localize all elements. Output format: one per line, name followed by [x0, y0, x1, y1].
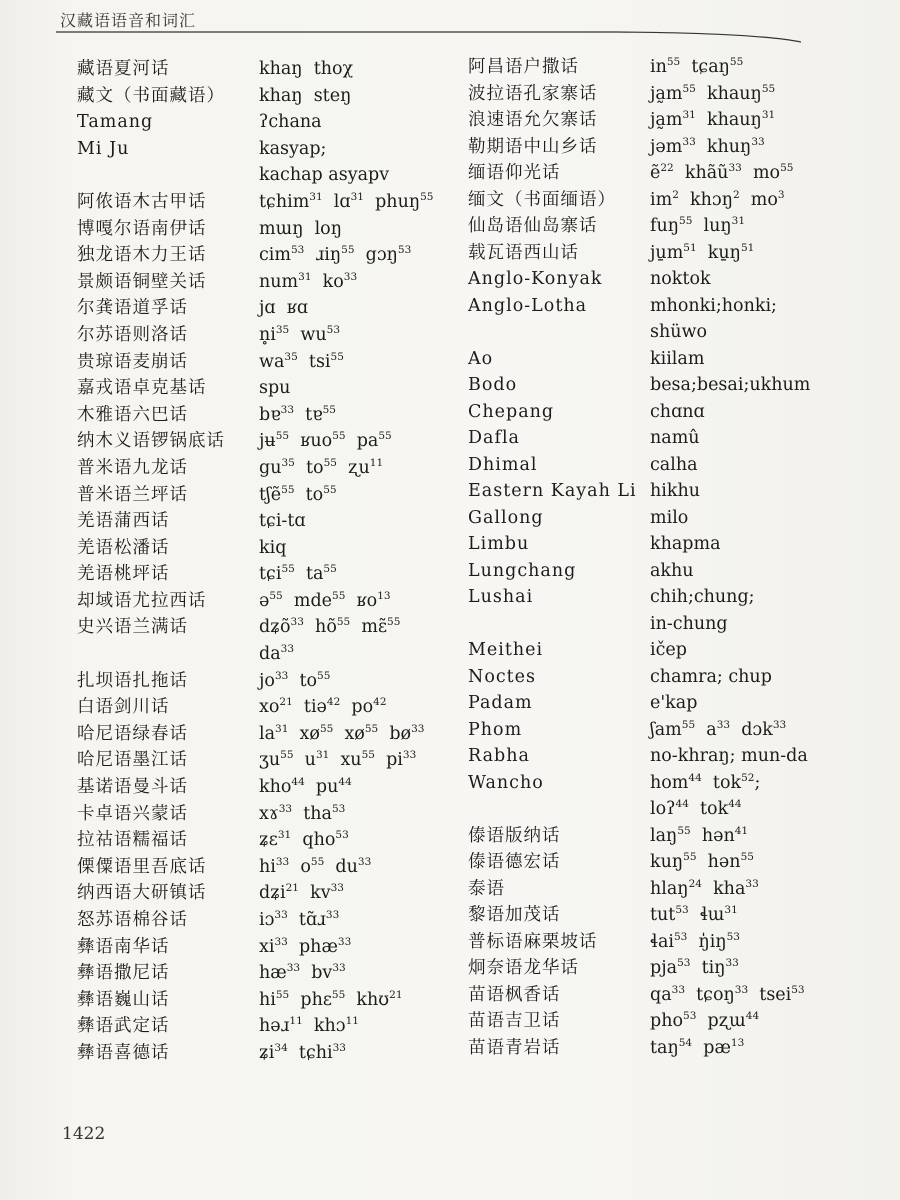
language-name: Chepang: [468, 401, 555, 422]
word-form: kiq: [259, 537, 287, 558]
language-name: 贵琼语麦崩话: [77, 351, 188, 372]
language-name: 哈尼语绿春话: [77, 723, 188, 744]
language-name: 木雅语六巴话: [77, 404, 188, 425]
word-form: $hi^{55}$ phɛ$^{55}$ khʊ$^{21}$: [259, 988, 403, 1010]
language-name: Mi Ju: [77, 138, 130, 159]
language-name: 彝语巍山话: [77, 989, 170, 1010]
word-form: jʉ$^{55}$ ʁuo$^{55}$ $pa^{55}$: [259, 430, 392, 452]
language-name: Noctes: [468, 666, 537, 687]
word-form: $da^{33}$: [259, 643, 295, 665]
word-form: həɹ$^{11}$ khɔ$^{11}$: [259, 1015, 359, 1037]
word-form: tɕi$^{55}$ $ta^{55}$: [259, 563, 337, 585]
word-form: ʃam$^{55}$ $a^{33}$ dɔk$^{33}$: [650, 718, 787, 740]
language-name: 苗语吉卫话: [468, 1011, 561, 1031]
left-form-column: [259, 56, 434, 1067]
language-name: Eastern Kayah Li: [468, 481, 637, 501]
word-form: taŋ$^{54}$ $pæ^{13}$: [650, 1036, 745, 1058]
language-name: Wancho: [468, 772, 544, 793]
word-form: $im^2$ khɔŋ$^2$ $mo^3$: [650, 188, 785, 210]
language-name: 普米语兰坪话: [77, 484, 188, 505]
word-form: khapma: [650, 534, 721, 554]
language-name: 炯奈语龙华话: [468, 958, 579, 978]
language-name: 彝语喜德话: [77, 1042, 170, 1063]
page-number: 1422: [62, 1124, 106, 1144]
language-name: 纳木义语锣锅底话: [77, 431, 225, 452]
word-form: mhonki;honki;: [650, 295, 777, 316]
word-form: $xo^{21}$ tiə$^{42}$ $po^{42}$: [259, 696, 387, 718]
language-name: 尔龚语道孚话: [77, 298, 188, 319]
language-name: 基诺语曼斗话: [77, 777, 188, 798]
word-form: e'kap: [650, 693, 698, 713]
word-form: chɑnɑ: [650, 401, 705, 422]
language-name: 却域语尤拉西话: [77, 590, 207, 611]
language-name: 载瓦语西山话: [468, 242, 579, 263]
word-form: jəm$^{33}$ khuŋ$^{33}$: [650, 135, 765, 157]
language-name: 傈僳语里吾底话: [77, 856, 207, 877]
word-form: kho$^{44}$ $pu^{44}$: [259, 776, 352, 798]
word-form: num$^{31}$ $ko^{33}$: [259, 270, 358, 292]
word-form: $ja̰m^{31}$ khauŋ$^{31}$: [650, 109, 776, 130]
language-name: 藏文（书面藏语）: [77, 85, 225, 106]
word-form: laŋ$^{55}$ hən$^{41}$: [650, 824, 749, 846]
language-name: 哈尼语墨江话: [77, 750, 188, 771]
right-form-column: [650, 54, 810, 1061]
word-form: kiilam: [650, 348, 705, 369]
language-name: 普标语麻栗坡话: [468, 931, 598, 952]
word-form: xɤ$^{33}$ tha$^{53}$: [259, 802, 346, 824]
word-form: ʑɛ$^{31}$ qho$^{53}$: [259, 829, 349, 851]
language-name: 浪速语允欠寨话: [468, 110, 598, 130]
word-form: ẽ$^{22}$ khãũ$^{33}$ $mo^{55}$: [650, 162, 794, 183]
word-form: khaŋ thoχ: [259, 59, 354, 79]
word-form: besa;besai;ukhum: [650, 375, 811, 395]
language-name: 嘉戎语卓克基话: [77, 378, 207, 399]
language-name: [468, 319, 637, 346]
word-form: dʑi$^{21}$ $kv^{33}$: [259, 882, 344, 904]
word-form: milo: [650, 507, 689, 528]
language-name: Phom: [468, 719, 523, 740]
language-name: 普米语九龙话: [77, 457, 188, 478]
word-form: loʔ$^{44}$ tok$^{44}$: [650, 798, 742, 819]
word-form: spu: [259, 378, 291, 399]
language-name: 仙岛语仙岛寨话: [468, 216, 598, 236]
language-name: 泰语: [468, 878, 505, 899]
language-name: 白语剑川话: [77, 697, 170, 718]
word-form: namû: [650, 428, 700, 448]
word-form: $ju̱m^{51}$ $ku̱ŋ^{51}$: [650, 241, 755, 263]
language-name: 傣语德宏话: [468, 852, 561, 872]
language-name: Rabha: [468, 746, 530, 766]
language-name: 拉祜语糯福话: [77, 830, 188, 851]
word-form: $hæ^{33}$ $bv^{33}$: [259, 962, 346, 984]
header-rule: [56, 30, 801, 44]
word-form: ə$^{55}$ mde$^{55}$ ʁo$^{13}$: [259, 589, 391, 611]
language-name: 尔苏语则洛话: [77, 324, 188, 345]
word-form: ʔchana: [259, 112, 322, 133]
word-form: hom$^{44}$ tok$^{52}$;: [650, 771, 761, 793]
language-name: [77, 641, 225, 668]
word-form: $in^{55}$ tɕaŋ$^{55}$: [650, 56, 744, 77]
word-form: $la^{31}$ $xø^{55}$ $xø^{55}$ $bø^{33}$: [259, 722, 425, 744]
word-form: $hi^{33}$ $o^{55}$ $du^{33}$: [259, 855, 372, 877]
language-name: Padam: [468, 693, 533, 713]
word-form: cim$^{53}$ ɹiŋ$^{55}$ gɔŋ$^{53}$: [259, 244, 412, 266]
right-language-column: [468, 54, 637, 1061]
word-form: kasyap;: [259, 138, 327, 159]
language-name: Bodo: [468, 375, 518, 395]
language-name: 苗语青岩话: [468, 1037, 561, 1058]
word-form: in-chung: [650, 613, 728, 634]
running-head: 汉藏语语音和词汇: [60, 11, 197, 30]
word-form: khaŋ steŋ: [259, 85, 352, 106]
language-name: Tamang: [77, 112, 154, 133]
language-name: 缅语仰光话: [468, 163, 561, 183]
language-name: Limbu: [468, 534, 530, 554]
language-name: 黎语加茂话: [468, 905, 561, 925]
word-form: pja$^{53}$ tiŋ$^{33}$: [650, 957, 739, 978]
word-form: chih;chung;: [650, 587, 755, 607]
word-form: tʃẽ$^{55}$ $to^{55}$: [259, 483, 337, 505]
word-form: no-khraŋ; mun-da: [650, 746, 808, 766]
language-name: 波拉语孔家寨话: [468, 83, 598, 104]
language-name: 纳西语大研镇话: [77, 883, 207, 904]
language-name: 景颇语铜壁关话: [77, 271, 207, 292]
language-name: 彝语南华话: [77, 936, 170, 957]
word-form: $ja̰m^{55}$ khauŋ$^{55}$: [650, 82, 776, 104]
language-name: Dafla: [468, 428, 520, 448]
word-form: dʑõ$^{33}$ $hõ^{55}$ mɛ̃$^{55}$: [259, 616, 401, 638]
word-form: $gu^{35}$ $to^{55}$ ʐu$^{11}$: [259, 456, 384, 478]
word-form: ičep: [650, 640, 687, 660]
word-form: bɐ$^{33}$ tɐ$^{55}$: [259, 403, 336, 425]
language-name: 怒苏语棉谷话: [77, 910, 188, 930]
word-form: kuŋ$^{55}$ hən$^{55}$: [650, 851, 754, 872]
language-name: 史兴语兰满话: [77, 617, 188, 638]
word-form: $jo^{33}$ $to^{55}$: [259, 669, 331, 691]
word-form: noktok: [650, 269, 711, 289]
word-form: hlaŋ$^{24}$ kha$^{33}$: [650, 877, 759, 899]
language-name: 扎坝语扎拖话: [77, 670, 188, 691]
language-name: 苗语枫香话: [468, 984, 561, 1005]
language-name: 彝语武定话: [77, 1016, 170, 1037]
word-form: calha: [650, 454, 698, 475]
language-name: Ao: [468, 348, 494, 369]
word-form: ʒu$^{55}$ $u^{31}$ $xu^{55}$ $pi^{33}$: [259, 749, 417, 771]
language-name: Anglo-Lotha: [468, 295, 588, 316]
language-name: 羌语蒲西话: [77, 511, 170, 532]
language-name: Meithei: [468, 640, 544, 660]
word-form: tɕi-tɑ: [259, 511, 306, 532]
word-form: hikhu: [650, 481, 701, 501]
language-name: Anglo-Konyak: [468, 269, 603, 289]
language-name: Lushai: [468, 587, 534, 607]
word-form: chamra; chup: [650, 666, 772, 687]
word-form: jɑ ʁɑ: [259, 298, 309, 319]
language-name: [468, 796, 637, 823]
word-form: iɔ$^{33}$ tɑ̃ɹ$^{33}$: [259, 909, 340, 930]
language-name: 勒期语中山乡话: [468, 136, 598, 157]
word-form: $xi^{33}$ phæ$^{33}$: [259, 935, 352, 957]
language-name: Gallong: [468, 507, 544, 528]
language-name: 藏语夏河话: [77, 59, 170, 79]
word-form: akhu: [650, 560, 694, 581]
language-name: 彝语撒尼话: [77, 963, 170, 984]
word-form: $n̥i^{35}$ $wu^{53}$: [259, 323, 341, 345]
language-name: 阿侬语木古甲话: [77, 191, 207, 212]
language-name: Lungchang: [468, 560, 577, 581]
word-form: tut$^{53}$ ɬɯ$^{31}$: [650, 904, 738, 925]
word-form: kachap asyapv: [259, 165, 390, 186]
word-form: fuŋ$^{55}$ luŋ$^{31}$: [650, 215, 746, 236]
language-name: 缅文（书面缅语）: [468, 189, 616, 210]
left-language-column: [77, 56, 225, 1067]
language-name: 傣语版纳话: [468, 825, 561, 846]
word-form: $wa^{35}$ tsi$^{55}$: [259, 350, 344, 372]
language-name: 羌语桃坪话: [77, 564, 170, 585]
word-form: $qa^{33}$ tɕoŋ$^{33}$ tsei$^{53}$: [650, 983, 805, 1005]
word-form: mɯŋ loŋ: [259, 218, 342, 239]
word-form: ɬai$^{53}$ $ŋ̍iŋ^{53}$: [650, 930, 740, 952]
word-form: tɕhim$^{31}$ lɑ$^{31}$ phuŋ$^{55}$: [259, 190, 434, 212]
language-name: 独龙语木力王话: [77, 245, 207, 266]
language-name: 博嘎尔语南伊话: [77, 218, 207, 239]
language-name: 阿昌语户撒话: [468, 57, 579, 77]
language-name: 羌语松潘话: [77, 537, 170, 558]
language-name: 卡卓语兴蒙话: [77, 803, 188, 824]
word-form: ʑi$^{34}$ tɕhi$^{33}$: [259, 1041, 346, 1063]
language-name: Dhimal: [468, 454, 538, 475]
word-form: shüwo: [650, 322, 708, 342]
word-form: pho$^{53}$ pʐɯ$^{44}$: [650, 1010, 760, 1031]
language-name: [468, 611, 637, 638]
language-name: [77, 162, 225, 189]
